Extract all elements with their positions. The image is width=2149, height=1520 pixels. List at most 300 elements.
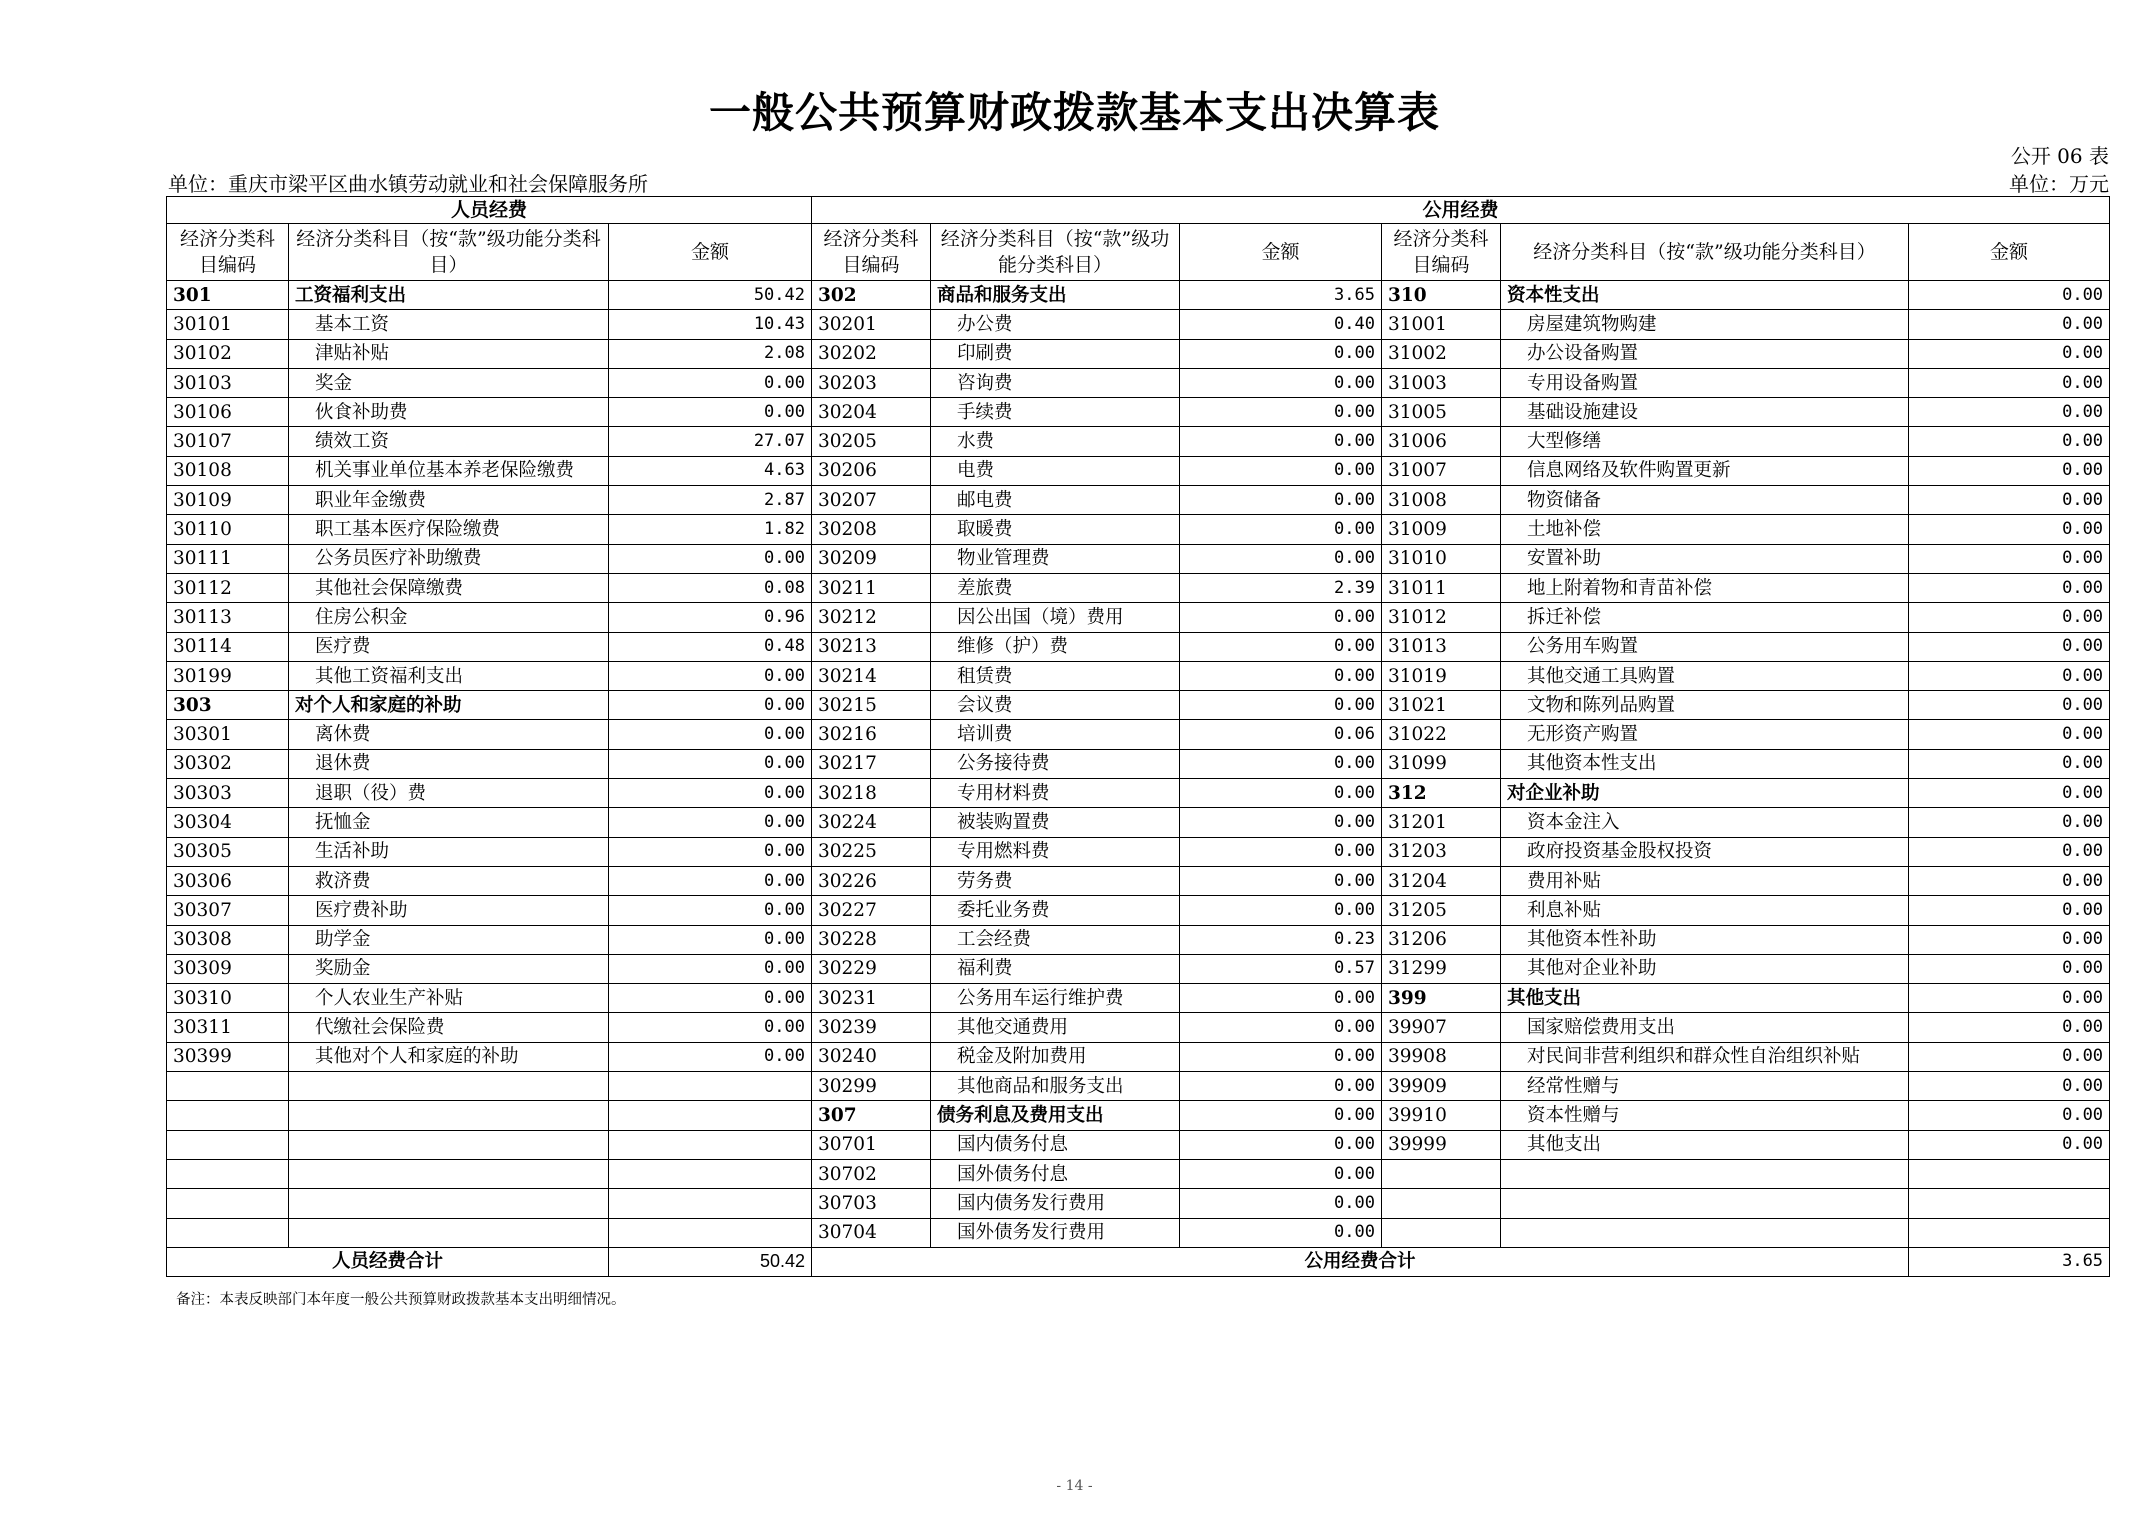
item-code — [167, 1189, 289, 1218]
item-amount: 0.00 — [1909, 896, 2110, 925]
item-name: 代缴社会保险费 — [289, 1013, 609, 1042]
item-code: 30207 — [812, 486, 931, 515]
table-row — [167, 837, 2110, 866]
item-code: 31013 — [1382, 632, 1501, 661]
item-code: 30239 — [812, 1013, 931, 1042]
item-name: 其他对个人和家庭的补助 — [289, 1042, 609, 1071]
item-code: 31201 — [1382, 808, 1501, 837]
item-name: 退休费 — [289, 749, 609, 778]
item-name: 退职（役）费 — [289, 779, 609, 808]
table-row — [167, 954, 2110, 983]
item-name: 电费 — [931, 456, 1180, 485]
item-name — [289, 1218, 609, 1247]
item-name: 离休费 — [289, 720, 609, 749]
item-code: 31002 — [1382, 339, 1501, 368]
item-code: 30109 — [167, 486, 289, 515]
item-name — [289, 1189, 609, 1218]
item-name: 租赁费 — [931, 661, 1180, 690]
item-code: 30212 — [812, 603, 931, 632]
item-amount: 0.00 — [1909, 632, 2110, 661]
item-amount: 0.00 — [1180, 603, 1382, 632]
form-number: 公开 06 表 — [2010, 144, 2109, 168]
item-code: 39908 — [1382, 1042, 1501, 1071]
item-code: 30302 — [167, 749, 289, 778]
col-header-code: 经济分类科目编码 — [167, 224, 289, 281]
item-code: 39999 — [1382, 1130, 1501, 1159]
item-name: 救济费 — [289, 866, 609, 895]
item-code: 30107 — [167, 427, 289, 456]
public-total-value: 3.65 — [1909, 1247, 2110, 1276]
item-code: 30301 — [167, 720, 289, 749]
item-name: 职工基本医疗保险缴费 — [289, 515, 609, 544]
col-header-name: 经济分类科目（按“款”级功能分类科目） — [931, 224, 1180, 281]
item-amount: 0.00 — [1909, 368, 2110, 397]
item-amount: 0.00 — [609, 691, 812, 720]
item-amount: 0.00 — [1180, 1013, 1382, 1042]
item-code: 30307 — [167, 896, 289, 925]
item-name: 物业管理费 — [931, 544, 1180, 573]
item-code: 301 — [167, 281, 289, 310]
item-amount: 0.23 — [1180, 925, 1382, 954]
item-code: 30111 — [167, 544, 289, 573]
item-amount — [609, 1101, 812, 1130]
personnel-total-label: 人员经费合计 — [167, 1247, 609, 1276]
item-code: 39907 — [1382, 1013, 1501, 1042]
item-name: 拆迁补偿 — [1501, 603, 1909, 632]
item-code — [1382, 1159, 1501, 1188]
item-name: 利息补贴 — [1501, 896, 1909, 925]
item-code: 31008 — [1382, 486, 1501, 515]
item-amount — [1909, 1159, 2110, 1188]
table-row — [167, 925, 2110, 954]
item-name: 生活补助 — [289, 837, 609, 866]
item-name: 物资储备 — [1501, 486, 1909, 515]
table-row — [167, 486, 2110, 515]
item-code: 303 — [167, 691, 289, 720]
item-name: 公务用车购置 — [1501, 632, 1909, 661]
table-row — [167, 779, 2110, 808]
item-amount: 0.00 — [1909, 544, 2110, 573]
page-number: - 14 - — [1056, 1478, 1093, 1494]
table-row — [167, 310, 2110, 339]
item-code — [167, 1130, 289, 1159]
item-amount: 0.00 — [1909, 720, 2110, 749]
col-header-code: 经济分类科目编码 — [1382, 224, 1501, 281]
item-name: 其他交通工具购置 — [1501, 661, 1909, 690]
item-name: 维修（护）费 — [931, 632, 1180, 661]
item-name: 取暖费 — [931, 515, 1180, 544]
item-name: 津贴补贴 — [289, 339, 609, 368]
item-name: 印刷费 — [931, 339, 1180, 368]
item-code: 30240 — [812, 1042, 931, 1071]
item-amount — [1909, 1189, 2110, 1218]
item-code: 30199 — [167, 661, 289, 690]
item-name: 国外债务付息 — [931, 1159, 1180, 1188]
item-amount: 0.57 — [1180, 954, 1382, 983]
item-code: 31003 — [1382, 368, 1501, 397]
item-name: 公务接待费 — [931, 749, 1180, 778]
item-amount: 0.08 — [609, 573, 812, 602]
item-name — [289, 1072, 609, 1101]
table-row — [167, 515, 2110, 544]
item-name: 其他工资福利支出 — [289, 661, 609, 690]
public-total-label: 公用经费合计 — [812, 1247, 1909, 1276]
item-name: 机关事业单位基本养老保险缴费 — [289, 456, 609, 485]
table-row — [167, 749, 2110, 778]
item-name: 债务利息及费用支出 — [931, 1101, 1180, 1130]
item-name: 劳务费 — [931, 866, 1180, 895]
table-row — [167, 427, 2110, 456]
item-amount: 0.00 — [1909, 1072, 2110, 1101]
item-amount: 0.00 — [1909, 1130, 2110, 1159]
item-code: 30305 — [167, 837, 289, 866]
item-name: 抚恤金 — [289, 808, 609, 837]
table-row — [167, 984, 2110, 1013]
table-row — [167, 1042, 2110, 1071]
item-code: 30103 — [167, 368, 289, 397]
item-name: 资本金注入 — [1501, 808, 1909, 837]
item-amount: 0.00 — [609, 720, 812, 749]
item-amount: 0.48 — [609, 632, 812, 661]
item-name: 其他交通费用 — [931, 1013, 1180, 1042]
item-code: 31001 — [1382, 310, 1501, 339]
item-name: 伙食补助费 — [289, 398, 609, 427]
item-amount: 0.00 — [609, 896, 812, 925]
item-code: 302 — [812, 281, 931, 310]
item-amount: 0.00 — [1180, 456, 1382, 485]
item-code: 31099 — [1382, 749, 1501, 778]
item-name: 其他支出 — [1501, 984, 1909, 1013]
item-name: 对企业补助 — [1501, 779, 1909, 808]
item-name — [1501, 1218, 1909, 1247]
item-amount: 10.43 — [609, 310, 812, 339]
item-code: 307 — [812, 1101, 931, 1130]
item-name: 文物和陈列品购置 — [1501, 691, 1909, 720]
item-code: 30114 — [167, 632, 289, 661]
item-code: 31011 — [1382, 573, 1501, 602]
item-name: 其他资本性支出 — [1501, 749, 1909, 778]
item-amount: 0.00 — [1180, 427, 1382, 456]
item-amount: 0.00 — [609, 368, 812, 397]
item-name: 医疗费补助 — [289, 896, 609, 925]
item-amount: 4.63 — [609, 456, 812, 485]
item-amount: 0.00 — [609, 1013, 812, 1042]
item-name: 专用燃料费 — [931, 837, 1180, 866]
table-row — [167, 398, 2110, 427]
item-code: 31006 — [1382, 427, 1501, 456]
item-amount: 0.00 — [1180, 808, 1382, 837]
item-name: 商品和服务支出 — [931, 281, 1180, 310]
item-name: 其他社会保障缴费 — [289, 573, 609, 602]
item-amount: 0.00 — [609, 544, 812, 573]
item-code: 30224 — [812, 808, 931, 837]
item-name: 基础设施建设 — [1501, 398, 1909, 427]
item-name: 助学金 — [289, 925, 609, 954]
table-row — [167, 544, 2110, 573]
item-name: 费用补贴 — [1501, 866, 1909, 895]
table-row — [167, 808, 2110, 837]
item-name: 经常性赠与 — [1501, 1072, 1909, 1101]
item-amount: 0.00 — [1909, 925, 2110, 954]
table-row — [167, 368, 2110, 397]
item-code — [167, 1072, 289, 1101]
item-amount: 0.00 — [609, 779, 812, 808]
item-name: 工资福利支出 — [289, 281, 609, 310]
item-code: 31012 — [1382, 603, 1501, 632]
item-amount: 27.07 — [609, 427, 812, 456]
footnote: 备注：本表反映部门本年度一般公共预算财政拨款基本支出明细情况。 — [176, 1292, 626, 1308]
item-code — [167, 1159, 289, 1188]
item-code: 30229 — [812, 954, 931, 983]
item-name: 奖金 — [289, 368, 609, 397]
item-code: 39910 — [1382, 1101, 1501, 1130]
item-amount: 0.00 — [1180, 515, 1382, 544]
item-code: 31009 — [1382, 515, 1501, 544]
item-code: 30203 — [812, 368, 931, 397]
item-name: 信息网络及软件购置更新 — [1501, 456, 1909, 485]
item-name — [1501, 1159, 1909, 1188]
table-row — [167, 1130, 2110, 1159]
item-amount — [609, 1159, 812, 1188]
item-name — [1501, 1189, 1909, 1218]
item-amount: 0.00 — [1180, 632, 1382, 661]
item-amount: 0.00 — [1180, 1159, 1382, 1188]
item-amount — [609, 1189, 812, 1218]
item-code: 30309 — [167, 954, 289, 983]
item-amount: 0.00 — [1180, 486, 1382, 515]
item-name: 咨询费 — [931, 368, 1180, 397]
item-code: 30703 — [812, 1189, 931, 1218]
table-row — [167, 632, 2110, 661]
item-amount: 0.00 — [609, 661, 812, 690]
item-code: 30101 — [167, 310, 289, 339]
item-amount: 0.00 — [609, 1042, 812, 1071]
item-name — [289, 1130, 609, 1159]
item-amount: 0.00 — [1909, 808, 2110, 837]
item-code: 30304 — [167, 808, 289, 837]
item-name: 大型修缮 — [1501, 427, 1909, 456]
item-amount: 0.00 — [1180, 544, 1382, 573]
item-name: 水费 — [931, 427, 1180, 456]
item-amount: 0.00 — [1909, 310, 2110, 339]
item-name: 房屋建筑物购建 — [1501, 310, 1909, 339]
item-code: 31005 — [1382, 398, 1501, 427]
table-row — [167, 1218, 2110, 1247]
item-amount: 0.00 — [609, 749, 812, 778]
item-name: 资本性支出 — [1501, 281, 1909, 310]
col-header-amount: 金额 — [1909, 224, 2110, 281]
item-code: 30310 — [167, 984, 289, 1013]
item-amount: 0.00 — [1180, 1101, 1382, 1130]
item-amount: 0.00 — [609, 925, 812, 954]
item-amount: 0.00 — [1180, 661, 1382, 690]
item-code: 31019 — [1382, 661, 1501, 690]
item-name: 被装购置费 — [931, 808, 1180, 837]
item-code: 30702 — [812, 1159, 931, 1188]
item-code: 31007 — [1382, 456, 1501, 485]
table-row — [167, 1072, 2110, 1101]
item-name: 办公设备购置 — [1501, 339, 1909, 368]
table-row — [167, 281, 2110, 310]
item-name: 无形资产购置 — [1501, 720, 1909, 749]
item-amount — [609, 1218, 812, 1247]
item-name: 因公出国（境）费用 — [931, 603, 1180, 632]
item-code: 30206 — [812, 456, 931, 485]
item-amount: 0.00 — [1909, 954, 2110, 983]
item-name: 委托业务费 — [931, 896, 1180, 925]
item-amount: 0.00 — [1909, 427, 2110, 456]
col-header-name: 经济分类科目（按“款”级功能分类科目） — [1501, 224, 1909, 281]
item-code: 30214 — [812, 661, 931, 690]
item-name: 住房公积金 — [289, 603, 609, 632]
item-amount: 0.00 — [609, 837, 812, 866]
item-amount: 0.40 — [1180, 310, 1382, 339]
item-amount: 0.00 — [1909, 1042, 2110, 1071]
item-name: 个人农业生产补贴 — [289, 984, 609, 1013]
item-name: 资本性赠与 — [1501, 1101, 1909, 1130]
item-code: 30228 — [812, 925, 931, 954]
col-header-amount: 金额 — [609, 224, 812, 281]
item-code: 30216 — [812, 720, 931, 749]
item-name: 地上附着物和青苗补偿 — [1501, 573, 1909, 602]
item-amount: 0.00 — [1180, 1130, 1382, 1159]
item-amount — [609, 1072, 812, 1101]
item-code: 30217 — [812, 749, 931, 778]
item-code: 31204 — [1382, 866, 1501, 895]
item-amount: 0.00 — [609, 984, 812, 1013]
public-section-header: 公用经费 — [812, 197, 2110, 224]
item-amount: 0.00 — [1909, 779, 2110, 808]
item-code: 30113 — [167, 603, 289, 632]
item-code: 30225 — [812, 837, 931, 866]
item-amount: 0.00 — [1909, 603, 2110, 632]
item-amount: 0.00 — [1909, 398, 2110, 427]
table-row — [167, 1013, 2110, 1042]
item-name: 专用材料费 — [931, 779, 1180, 808]
item-code: 30231 — [812, 984, 931, 1013]
item-amount: 0.00 — [1180, 837, 1382, 866]
table-row — [167, 661, 2110, 690]
item-amount: 0.00 — [1180, 1042, 1382, 1071]
item-name: 职业年金缴费 — [289, 486, 609, 515]
table-row — [167, 603, 2110, 632]
item-amount: 0.00 — [1909, 661, 2110, 690]
item-amount: 2.87 — [609, 486, 812, 515]
item-amount: 0.00 — [1909, 339, 2110, 368]
item-amount: 0.00 — [1909, 837, 2110, 866]
item-code: 30209 — [812, 544, 931, 573]
item-amount: 0.00 — [1909, 456, 2110, 485]
item-code: 30226 — [812, 866, 931, 895]
item-name: 办公费 — [931, 310, 1180, 339]
item-name: 安置补助 — [1501, 544, 1909, 573]
item-code: 30202 — [812, 339, 931, 368]
item-name: 差旅费 — [931, 573, 1180, 602]
item-amount: 0.00 — [1180, 691, 1382, 720]
item-code: 312 — [1382, 779, 1501, 808]
table-row — [167, 1101, 2110, 1130]
item-code: 30306 — [167, 866, 289, 895]
item-amount: 0.00 — [1180, 1218, 1382, 1247]
page-title: 一般公共预算财政拨款基本支出决算表 — [708, 88, 1440, 137]
item-code: 30303 — [167, 779, 289, 808]
item-amount: 0.00 — [1909, 573, 2110, 602]
table-row — [167, 573, 2110, 602]
organization-name: 单位：重庆市梁平区曲水镇劳动就业和社会保障服务所 — [168, 172, 648, 196]
item-name: 邮电费 — [931, 486, 1180, 515]
item-code: 31299 — [1382, 954, 1501, 983]
item-amount: 2.08 — [609, 339, 812, 368]
table-row — [167, 1159, 2110, 1188]
item-name: 绩效工资 — [289, 427, 609, 456]
item-amount: 0.00 — [1180, 1189, 1382, 1218]
item-amount: 3.65 — [1180, 281, 1382, 310]
item-code: 31021 — [1382, 691, 1501, 720]
item-code: 30205 — [812, 427, 931, 456]
item-code: 31203 — [1382, 837, 1501, 866]
item-amount: 2.39 — [1180, 573, 1382, 602]
item-code: 30308 — [167, 925, 289, 954]
item-amount: 0.00 — [1180, 749, 1382, 778]
item-name: 税金及附加费用 — [931, 1042, 1180, 1071]
item-amount: 0.00 — [609, 866, 812, 895]
item-code: 30399 — [167, 1042, 289, 1071]
item-name: 手续费 — [931, 398, 1180, 427]
currency-unit: 单位：万元 — [2009, 172, 2109, 196]
item-amount: 0.96 — [609, 603, 812, 632]
item-code — [167, 1218, 289, 1247]
item-name: 国内债务付息 — [931, 1130, 1180, 1159]
item-code: 30201 — [812, 310, 931, 339]
item-amount: 0.00 — [1180, 368, 1382, 397]
item-amount: 0.00 — [1909, 749, 2110, 778]
item-name: 其他资本性补助 — [1501, 925, 1909, 954]
table-row — [167, 456, 2110, 485]
item-amount: 0.00 — [1180, 398, 1382, 427]
item-name: 对个人和家庭的补助 — [289, 691, 609, 720]
item-amount — [1909, 1218, 2110, 1247]
personnel-section-header: 人员经费 — [167, 197, 812, 224]
item-code: 30112 — [167, 573, 289, 602]
item-name: 工会经费 — [931, 925, 1180, 954]
item-name — [289, 1101, 609, 1130]
item-code: 30106 — [167, 398, 289, 427]
item-amount: 0.00 — [1180, 866, 1382, 895]
item-name: 对民间非营利组织和群众性自治组织补贴 — [1501, 1042, 1909, 1071]
item-name: 其他商品和服务支出 — [931, 1072, 1180, 1101]
item-code: 30701 — [812, 1130, 931, 1159]
item-code: 31022 — [1382, 720, 1501, 749]
item-name: 奖励金 — [289, 954, 609, 983]
item-code: 30102 — [167, 339, 289, 368]
col-header-code: 经济分类科目编码 — [812, 224, 931, 281]
item-amount: 50.42 — [609, 281, 812, 310]
table-row — [167, 339, 2110, 368]
item-amount: 0.00 — [1909, 691, 2110, 720]
item-code: 31206 — [1382, 925, 1501, 954]
item-name: 基本工资 — [289, 310, 609, 339]
item-code — [1382, 1189, 1501, 1218]
item-code: 31010 — [1382, 544, 1501, 573]
item-code: 399 — [1382, 984, 1501, 1013]
item-name — [289, 1159, 609, 1188]
item-name: 公务员医疗补助缴费 — [289, 544, 609, 573]
item-amount: 0.00 — [1180, 896, 1382, 925]
item-code: 30311 — [167, 1013, 289, 1042]
item-amount: 0.00 — [1909, 515, 2110, 544]
item-name: 医疗费 — [289, 632, 609, 661]
item-amount: 0.00 — [1909, 984, 2110, 1013]
